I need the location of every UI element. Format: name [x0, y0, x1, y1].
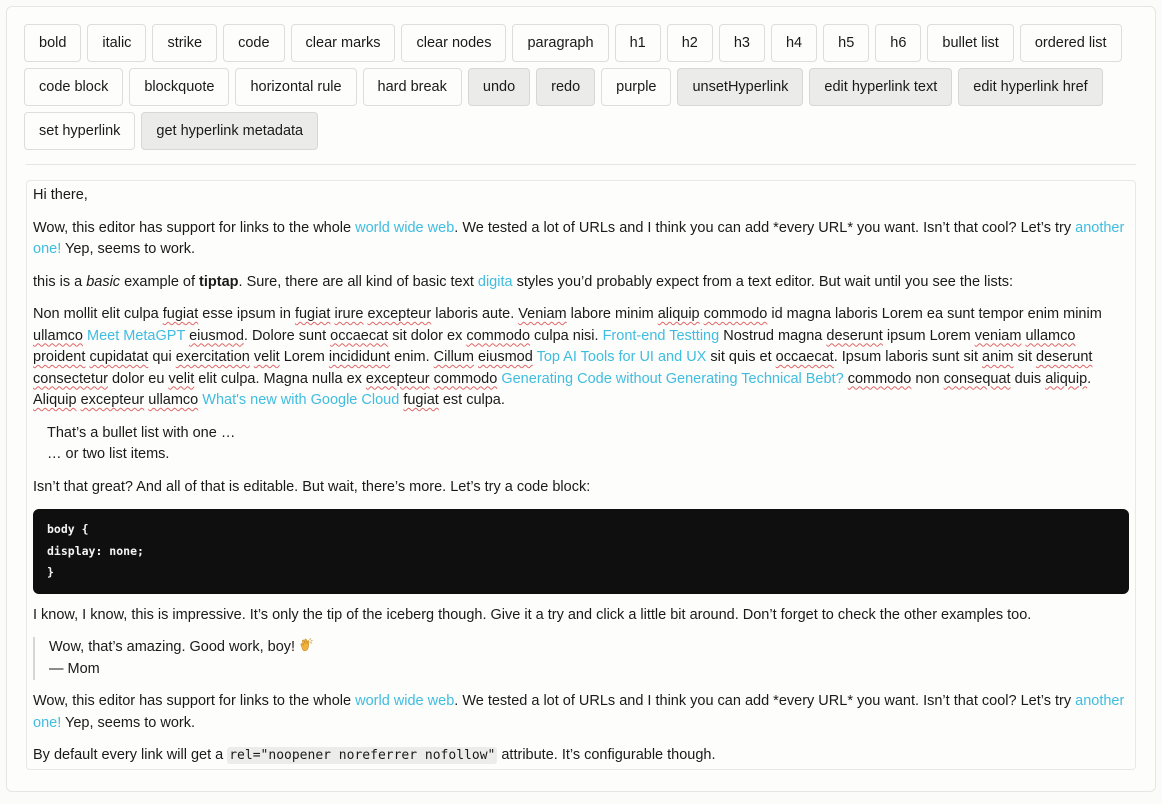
- text: sit quis et: [706, 349, 776, 365]
- text: dolor eu: [107, 370, 169, 387]
- paragraph[interactable]: [33, 477, 1129, 499]
- text: enim.: [390, 349, 434, 365]
- toolbar-button-redo[interactable]: redo: [536, 68, 595, 106]
- toolbar-button-set-hyperlink[interactable]: set hyperlink: [24, 112, 135, 150]
- text: styles you’d probably expect from a text editor. But wait until you see the lists:: [512, 273, 1014, 290]
- toolbar-button-paragraph[interactable]: paragraph: [512, 24, 608, 62]
- text: non: [911, 370, 944, 387]
- misspelled-word: exercitation: [175, 349, 250, 365]
- misspelled-word: aliquip: [657, 306, 700, 322]
- text: I know, I know, this is impressive. It’s only the tip of the iceberg though. Give it a try and click a little bit around. Don’t forget to check the other examples too.: [33, 606, 1032, 623]
- misspelled-word: eiusmod: [477, 349, 533, 365]
- misspelled-word: aliquip: [1045, 370, 1088, 387]
- editor-toolbar: [24, 24, 1124, 150]
- toolbar-button-code-block[interactable]: code block: [24, 68, 123, 106]
- list-item[interactable]: That’s a bullet list with one …: [47, 424, 236, 441]
- text: est culpa.: [438, 392, 505, 408]
- code-line: display: none;: [47, 543, 144, 558]
- misspelled-word: fugiat: [294, 306, 331, 322]
- text: example of: [120, 273, 200, 290]
- toolbar-button-strike[interactable]: strike: [152, 24, 217, 62]
- inline-link[interactable]: Front-end Testting: [602, 327, 720, 344]
- paragraph[interactable]: [33, 691, 1129, 734]
- text: elit culpa. Magna nulla ex: [194, 370, 366, 387]
- toolbar-button-get-hyperlink-metadata[interactable]: get hyperlink metadata: [141, 112, 318, 150]
- text: Isn’t that great? And all of that is editable. But wait, there’s more. Let’s try a code block:: [33, 478, 591, 495]
- rich-text-editor[interactable]: [26, 180, 1136, 770]
- text: Non mollit elit culpa: [33, 306, 163, 322]
- misspelled-word: anim: [982, 349, 1014, 365]
- misspelled-word: fugiat: [403, 392, 439, 408]
- code-line: }: [47, 565, 54, 579]
- inline-code: rel="noopener noreferrer nofollow": [229, 748, 496, 763]
- text: . Dolore sunt: [243, 327, 331, 344]
- misspelled-word: ullamco: [148, 392, 199, 408]
- misspelled-word: incididunt: [328, 349, 391, 365]
- misspelled-word: occaecat: [330, 327, 389, 344]
- toolbar-button-undo[interactable]: undo: [468, 68, 530, 106]
- text: . Ipsum laboris sunt sit: [833, 349, 982, 365]
- link-world-wide-web[interactable]: world wide web: [355, 693, 455, 709]
- text: Lorem: [279, 349, 329, 365]
- misspelled-word: fugiat: [162, 306, 199, 322]
- text: duis: [1010, 370, 1046, 387]
- misspelled-word: irure: [334, 306, 364, 322]
- misspelled-word: ullamco: [1025, 327, 1076, 344]
- text: . We tested a lot of URLs and I think you can add *every URL* you want. Isn’t that cool? Let’s try: [454, 693, 1076, 709]
- misspelled-word: occaecat: [775, 349, 834, 365]
- link-world-wide-web[interactable]: world wide web: [355, 219, 455, 236]
- misspelled-word: excepteur: [365, 370, 430, 387]
- toolbar-button-h5[interactable]: h5: [823, 24, 869, 62]
- misspelled-word: cupidatat: [89, 349, 149, 365]
- toolbar-button-hard-break[interactable]: hard break: [363, 68, 462, 106]
- inline-link[interactable]: Meet MetaGPT: [87, 327, 186, 344]
- text: attribute. It’s configurable though.: [497, 747, 716, 763]
- toolbar-button-purple[interactable]: purple: [601, 68, 671, 106]
- list-item[interactable]: … or two list items.: [47, 446, 170, 462]
- toolbar-button-h2[interactable]: h2: [667, 24, 713, 62]
- text: esse ipsum in: [198, 306, 295, 322]
- code-block[interactable]: [33, 509, 1129, 594]
- misspelled-word: veniam: [974, 327, 1022, 344]
- toolbar-button-h1[interactable]: h1: [615, 24, 661, 62]
- text: Hi there,: [33, 187, 88, 203]
- link-digita[interactable]: digita: [477, 273, 513, 290]
- text: .: [1087, 370, 1092, 387]
- misspelled-word: Aliquip: [33, 392, 77, 408]
- text: Yep, seems to work.: [61, 241, 196, 257]
- toolbar-button-bold[interactable]: bold: [24, 24, 81, 62]
- paragraph[interactable]: [33, 272, 1129, 294]
- misspelled-word: consectetur: [33, 370, 108, 387]
- inline-link[interactable]: Top AI Tools for UI and UX: [536, 349, 707, 365]
- text: Nostrud magna: [719, 327, 827, 344]
- paragraph[interactable]: [33, 218, 1129, 261]
- text: this is a: [33, 273, 87, 290]
- toolbar-button-h6[interactable]: h6: [875, 24, 921, 62]
- text: culpa nisi.: [530, 327, 603, 344]
- text: Wow, this editor has support for links to the whole: [33, 219, 356, 236]
- paragraph[interactable]: [33, 745, 1129, 767]
- paragraph[interactable]: [33, 185, 1129, 207]
- misspelled-word: ullamco: [33, 327, 83, 344]
- text: sit: [1013, 349, 1036, 365]
- toolbar-button-clear-nodes[interactable]: clear nodes: [401, 24, 506, 62]
- text: . We tested a lot of URLs and I think you can add *every URL* you want. Isn’t that cool? Let’s try: [454, 219, 1076, 236]
- misspelled-word: consequat: [943, 370, 1011, 387]
- misspelled-word: commodo: [433, 370, 498, 387]
- misspelled-word: proident: [33, 349, 86, 365]
- paragraph-lorem[interactable]: [33, 304, 1129, 412]
- inline-link[interactable]: Generating Code without Generating Technical Bebt?: [501, 370, 844, 387]
- code-line: body {: [47, 522, 89, 536]
- blockquote[interactable]: [33, 637, 1129, 680]
- toolbar-button-edit-hyperlink-href[interactable]: edit hyperlink href: [958, 68, 1102, 106]
- text: qui: [148, 349, 176, 365]
- misspelled-word: Cillum: [433, 349, 474, 365]
- toolbar-button-code[interactable]: code: [223, 24, 284, 62]
- misspelled-word: commodo: [847, 370, 912, 387]
- italic-text: basic: [86, 273, 121, 290]
- toolbar-button-horizontal-rule[interactable]: horizontal rule: [235, 68, 356, 106]
- bold-text: tiptap: [199, 273, 239, 290]
- misspelled-word: excepteur: [367, 306, 432, 322]
- paragraph[interactable]: [33, 605, 1129, 627]
- misspelled-word: commodo: [466, 327, 531, 344]
- toolbar-button-bullet-list[interactable]: bullet list: [927, 24, 1013, 62]
- misspelled-word: deserunt: [826, 327, 883, 344]
- misspelled-word: excepteur: [80, 392, 145, 408]
- toolbar-divider: [26, 164, 1136, 165]
- toolbar-button-blockquote[interactable]: blockquote: [129, 68, 229, 106]
- bullet-list[interactable]: [33, 423, 1129, 466]
- link-another-one[interactable]: another one!: [33, 693, 1125, 731]
- text: sit dolor ex: [388, 327, 467, 344]
- misspelled-word: eiusmod: [189, 327, 244, 344]
- clapping-hands-icon: [299, 638, 312, 651]
- text: ipsum Lorem: [882, 327, 975, 344]
- toolbar-button-ordered-list[interactable]: ordered list: [1020, 24, 1122, 62]
- text: . Sure, there are all kind of basic text: [238, 273, 478, 290]
- text: labore minim: [566, 306, 658, 322]
- misspelled-word: velit: [253, 349, 280, 365]
- misspelled-word: commodo: [703, 306, 768, 322]
- toolbar-button-h3[interactable]: h3: [719, 24, 765, 62]
- text: id magna laboris Lorem ea sunt tempor enim minim: [767, 306, 1102, 322]
- toolbar-button-italic[interactable]: italic: [87, 24, 146, 62]
- misspelled-word: Veniam: [518, 306, 567, 322]
- toolbar-button-unsethyperlink[interactable]: unsetHyperlink: [677, 68, 803, 106]
- quote-text: Wow, that’s amazing. Good work, boy!: [49, 639, 300, 655]
- text: By default every link will get a: [33, 747, 228, 763]
- inline-link[interactable]: What's new with Google Cloud: [202, 392, 400, 408]
- misspelled-word: velit: [168, 370, 195, 387]
- text: Wow, this editor has support for links to the whole: [33, 693, 356, 709]
- text: Yep, seems to work.: [61, 714, 196, 731]
- quote-attribution: — Mom: [49, 660, 100, 677]
- misspelled-word: deserunt: [1036, 349, 1093, 365]
- toolbar-button-edit-hyperlink-text[interactable]: edit hyperlink text: [809, 68, 952, 106]
- toolbar-button-clear-marks[interactable]: clear marks: [291, 24, 396, 62]
- link-another-one[interactable]: another one!: [33, 219, 1125, 257]
- toolbar-button-h4[interactable]: h4: [771, 24, 817, 62]
- text: laboris aute.: [431, 306, 519, 322]
